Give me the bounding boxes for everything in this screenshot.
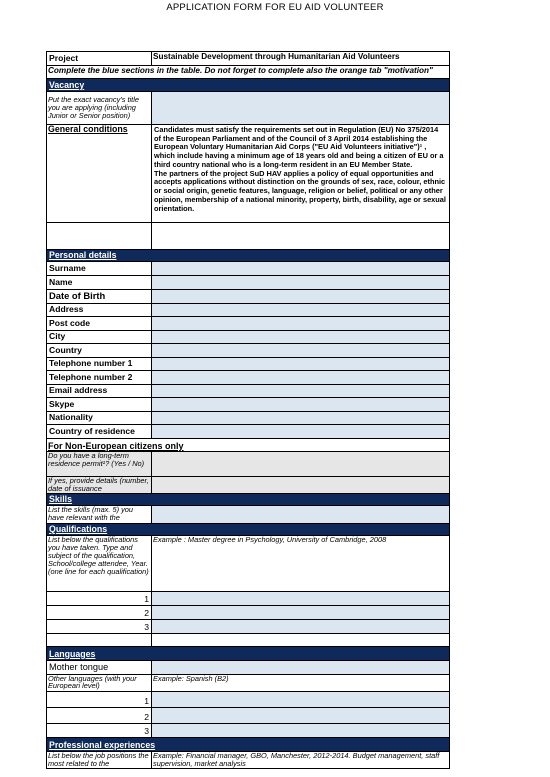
spacer-row <box>47 223 450 250</box>
instructions-row <box>47 66 450 79</box>
nationality-label: Nationality <box>47 412 152 425</box>
country-row <box>47 344 450 358</box>
name-input[interactable] <box>152 276 450 290</box>
name-label: Name <box>47 276 152 290</box>
qualification-input-1[interactable] <box>152 591 450 605</box>
qualifications-spacer-left <box>47 633 152 646</box>
name-row <box>47 276 450 290</box>
permit-details-row <box>47 477 450 494</box>
address-input[interactable] <box>152 304 450 317</box>
vacancy-title-hint: Put the exact vacancy's title you are applying (including Junior or Senior position) <box>47 92 152 125</box>
qualifications-spacer-right <box>152 633 450 646</box>
skills-header: Skills <box>47 494 450 506</box>
experience-hint: List below the job positions the most related to the <box>47 751 152 769</box>
phone1-label: Telephone number 1 <box>47 358 152 371</box>
qualification-input-2[interactable] <box>152 605 450 619</box>
city-input[interactable] <box>152 331 450 344</box>
qualifications-spacer-row <box>47 633 450 646</box>
city-row <box>47 331 450 344</box>
language-number-1: 1 <box>47 691 152 707</box>
languages-header-row <box>47 646 450 660</box>
postcode-input[interactable] <box>152 317 450 331</box>
residence-input[interactable] <box>152 425 450 439</box>
dob-input[interactable] <box>152 290 450 304</box>
skype-input[interactable] <box>152 398 450 412</box>
skype-row <box>47 398 450 412</box>
other-languages-row <box>47 674 450 691</box>
general-conditions-paragraph-1: Candidates must satisfy the requirements set out in Regulation (EU) No 375/2014 of the European Parliament and of the Council of 3 April 2014 establishing the European Voluntary Humanitarian Aid Corps ("EU Aid Volunteers initiative")¹ , which include having a minimum age of 18 years old and being a citizen of EU or a third country national who is a long-term resident in an EU Member State. <box>154 125 444 169</box>
experience-example: Example: Financial manager, GBO, Manchester, 2012-2014. Budget management, staff supervision, market analysis <box>152 751 450 769</box>
general-conditions-text <box>152 125 450 223</box>
phone1-input[interactable] <box>152 358 450 371</box>
permit-question: Do you have a long-term residence permit¹? (Yes / No) <box>47 452 152 477</box>
email-input[interactable] <box>152 385 450 398</box>
surname-row <box>47 262 450 276</box>
skills-hint: List the skills (max. 5) you have relevant with the <box>47 506 152 523</box>
languages-header: Languages <box>47 646 450 660</box>
language-row-2 <box>47 707 450 723</box>
language-number-2: 2 <box>47 707 152 723</box>
residence-label: Country of residence <box>47 425 152 439</box>
mother-tongue-input[interactable] <box>152 660 450 674</box>
non-eu-header: For Non-European citizens only <box>47 439 450 452</box>
qualifications-example: Example : Master degree in Psychology, University of Cambridge, 2008 <box>152 535 450 591</box>
language-input-2[interactable] <box>152 707 450 723</box>
skills-header-row <box>47 494 450 506</box>
qualifications-hint: List below the qualifications you have taken. Type and subject of the qualification, School/college attendee, Year. (one line for each qualification) <box>47 535 152 591</box>
personal-details-header: Personal details <box>47 250 450 262</box>
surname-input[interactable] <box>152 262 450 276</box>
phone2-input[interactable] <box>152 371 450 385</box>
spacer-cell-right <box>152 223 450 250</box>
permit-details-input[interactable] <box>152 477 450 494</box>
postcode-row <box>47 317 450 331</box>
qualification-input-3[interactable] <box>152 619 450 633</box>
general-conditions-row <box>47 125 450 223</box>
language-row-1 <box>47 691 450 707</box>
vacancy-title-input[interactable] <box>152 92 450 125</box>
qualifications-header-row <box>47 523 450 535</box>
project-label: Project <box>47 52 152 66</box>
address-label: Address <box>47 304 152 317</box>
language-row-3 <box>47 723 450 737</box>
qualification-row-1 <box>47 591 450 605</box>
non-eu-header-row <box>47 439 450 452</box>
city-label: City <box>47 331 152 344</box>
dob-label: Date of Birth <box>47 290 152 304</box>
skills-row <box>47 506 450 523</box>
dob-row <box>47 290 450 304</box>
qualification-row-3 <box>47 619 450 633</box>
email-label: Email address <box>47 385 152 398</box>
residence-row <box>47 425 450 439</box>
email-row <box>47 385 450 398</box>
vacancy-header-row <box>47 79 450 92</box>
skills-input[interactable] <box>152 506 450 523</box>
permit-details-hint: If yes, provide details (number, date of issuance <box>47 477 152 494</box>
general-conditions-label: General conditions <box>47 125 152 223</box>
mother-tongue-row <box>47 660 450 674</box>
qualifications-hint-row <box>47 535 450 591</box>
qualification-row-2 <box>47 605 450 619</box>
project-value: Sustainable Development through Humanitarian Aid Volunteers <box>152 52 450 66</box>
address-row <box>47 304 450 317</box>
other-languages-hint: Other languages (with your European level) <box>47 674 152 691</box>
qualification-number-2: 2 <box>47 605 152 619</box>
qualification-number-3: 3 <box>47 619 152 633</box>
spacer-cell-left <box>47 223 152 250</box>
experience-row <box>47 751 450 769</box>
experience-header-row <box>47 737 450 751</box>
postcode-label: Post code <box>47 317 152 331</box>
nationality-row <box>47 412 450 425</box>
phone2-row <box>47 371 450 385</box>
vacancy-title-row <box>47 92 450 125</box>
qualifications-header: Qualifications <box>47 523 450 535</box>
skype-label: Skype <box>47 398 152 412</box>
application-form-table <box>46 51 450 769</box>
instructions-text: Complete the blue sections in the table. Do not forget to complete also the orange tab "motivation" <box>47 66 450 79</box>
language-number-3: 3 <box>47 723 152 737</box>
page-title: APPLICATION FORM FOR EU AID VOLUNTEER <box>166 2 384 13</box>
personal-header-row <box>47 250 450 262</box>
country-label: Country <box>47 344 152 358</box>
project-row <box>47 52 450 66</box>
language-input-1[interactable] <box>152 691 450 707</box>
mother-tongue-label: Mother tongue <box>47 660 152 674</box>
surname-label: Surname <box>47 262 152 276</box>
permit-row <box>47 452 450 477</box>
other-languages-example: Example: Spanish (B2) <box>152 674 450 691</box>
nationality-input[interactable] <box>152 412 450 425</box>
language-input-3[interactable] <box>152 723 450 737</box>
vacancy-header: Vacancy <box>47 79 450 92</box>
professional-experiences-header: Professional experiences <box>47 737 450 751</box>
country-input[interactable] <box>152 344 450 358</box>
permit-input[interactable] <box>152 452 450 477</box>
general-conditions-paragraph-2: The partners of the project SuD HAV applies a policy of equal opportunities and accepts applications without distinction on the grounds of sex, race, colour, ethnic or social origin, genetic features, language, religion or belief, political or any other opinion, membership of a national minority, property, birth, disability, age or sexual orientation. <box>154 168 446 213</box>
qualification-number-1: 1 <box>47 591 152 605</box>
phone1-row <box>47 358 450 371</box>
phone2-label: Telephone number 2 <box>47 371 152 385</box>
